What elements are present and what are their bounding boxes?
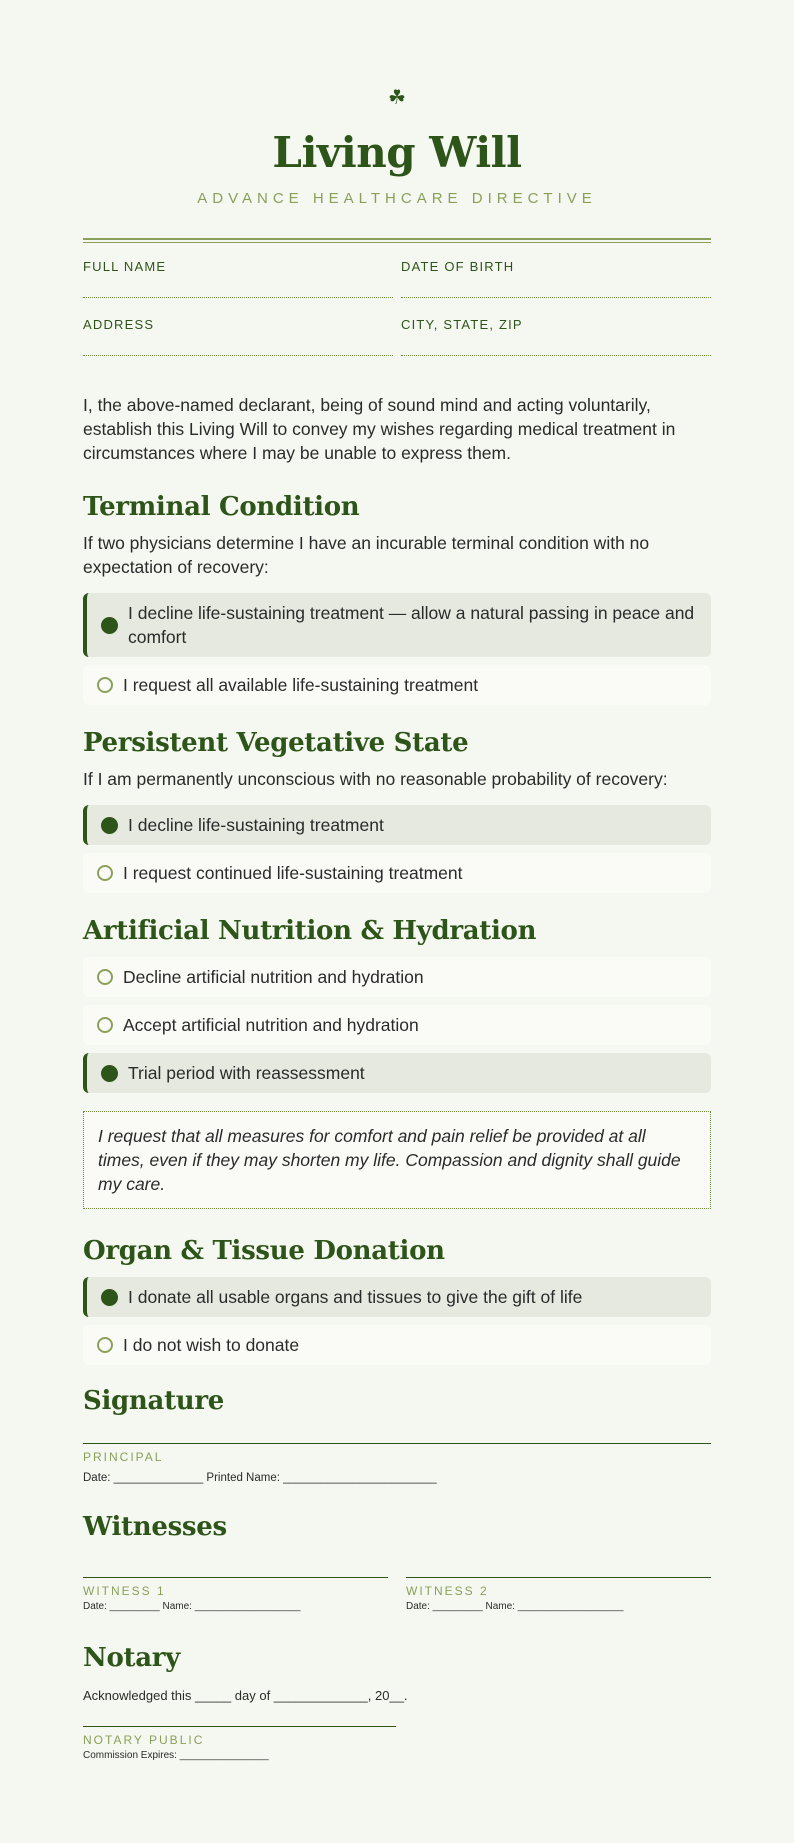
radio-unchecked-icon[interactable] xyxy=(97,865,113,881)
option-label: Accept artificial nutrition and hydration xyxy=(123,1015,419,1035)
option-decline-treatment[interactable] xyxy=(83,805,711,845)
option-request-continued-treatment[interactable] xyxy=(83,853,711,893)
section-description: If I am permanently unconscious with no reasonable probability of recovery: xyxy=(83,769,668,789)
option-decline-treatment[interactable] xyxy=(83,593,711,657)
date-of-birth-field[interactable] xyxy=(401,259,711,317)
document-subtitle: ADVANCE HEALTHCARE DIRECTIVE xyxy=(197,190,597,207)
section-organ-donation xyxy=(83,1235,711,1365)
option-label: I request all available life-sustaining treatment xyxy=(123,675,479,695)
terminal-options xyxy=(83,593,711,705)
radio-checked-icon[interactable] xyxy=(101,817,118,834)
section-terminal-condition xyxy=(83,491,711,705)
comfort-care-statement: I request that all measures for comfort and pain relief be provided at all times, even if they may shorten my life. Compassion and dignity shall guide my care. xyxy=(83,1111,711,1209)
declaration-intro: I, the above-named declarant, being of sound mind and acting voluntarily, establish this Living Will to convey my wishes regarding medical treatment in circumstances where I may be unable to express them. xyxy=(83,395,676,463)
section-vegetative-state xyxy=(83,727,711,893)
option-donate-organs[interactable] xyxy=(83,1277,711,1317)
option-decline-nutrition[interactable] xyxy=(83,957,711,997)
section-title: Terminal Condition xyxy=(83,492,360,522)
section-title: Artificial Nutrition & Hydration xyxy=(83,916,537,946)
full-name-field[interactable] xyxy=(83,259,393,317)
option-label: I request continued life-sustaining treatment xyxy=(123,863,463,883)
radio-checked-icon[interactable] xyxy=(101,1289,118,1306)
header-divider xyxy=(83,238,711,243)
full-name-input-line[interactable] xyxy=(83,297,393,298)
document-title: Living Will xyxy=(272,128,522,177)
section-title: Organ & Tissue Donation xyxy=(83,1236,445,1266)
signature-role: PRINCIPAL xyxy=(83,1450,164,1464)
radio-checked-icon[interactable] xyxy=(101,1065,118,1082)
field-label: DATE OF BIRTH xyxy=(401,259,515,274)
option-label: I do not wish to donate xyxy=(123,1335,300,1355)
section-title: Signature xyxy=(83,1386,225,1416)
witness-role: WITNESS 1 xyxy=(83,1584,166,1598)
address-input-line[interactable] xyxy=(83,355,393,356)
option-label: Decline artificial nutrition and hydration xyxy=(123,967,424,987)
field-label: FULL NAME xyxy=(83,259,167,274)
commission-expires: Commission Expires: ________________ xyxy=(83,1750,269,1761)
radio-unchecked-icon[interactable] xyxy=(97,969,113,985)
section-nutrition-hydration xyxy=(83,915,711,1209)
declarant-fields xyxy=(83,259,711,375)
notary-signature-block xyxy=(83,1726,396,1763)
notary-acknowledgment: Acknowledged this _____ day of _____________, 20__. xyxy=(83,1688,408,1703)
option-request-treatment[interactable] xyxy=(83,665,711,705)
witness-2-signature-line[interactable] xyxy=(406,1577,711,1578)
principal-signature-block xyxy=(83,1443,711,1485)
city-state-zip-field[interactable] xyxy=(401,317,711,375)
option-label: I decline life-sustaining treatment — allow a natural passing in peace and comfort xyxy=(128,603,695,647)
option-trial-period[interactable] xyxy=(83,1053,711,1093)
date-of-birth-input-line[interactable] xyxy=(401,297,711,298)
radio-unchecked-icon[interactable] xyxy=(97,1017,113,1033)
witness-2-block xyxy=(406,1577,711,1614)
field-label: ADDRESS xyxy=(83,317,155,332)
option-do-not-donate[interactable] xyxy=(83,1325,711,1365)
city-state-zip-input-line[interactable] xyxy=(401,355,711,356)
section-witnesses xyxy=(83,1511,711,1614)
vegetative-options xyxy=(83,805,711,893)
signature-date-name: Date: ______________ Printed Name: ________________________ xyxy=(83,1472,437,1484)
witness-1-block xyxy=(83,1577,388,1614)
radio-unchecked-icon[interactable] xyxy=(97,677,113,693)
organ-options xyxy=(83,1277,711,1365)
section-title: Witnesses xyxy=(83,1512,227,1542)
section-title: Notary xyxy=(83,1643,180,1673)
notary-role: NOTARY PUBLIC xyxy=(83,1733,205,1747)
witness-signature-blocks xyxy=(83,1577,711,1614)
shamrock-icon: ☘ xyxy=(388,87,406,109)
section-signature xyxy=(83,1385,711,1485)
principal-signature-line[interactable] xyxy=(83,1443,711,1444)
field-label: CITY, STATE, ZIP xyxy=(401,317,523,332)
notary-signature-line[interactable] xyxy=(83,1726,396,1727)
option-label: I donate all usable organs and tissues to give the gift of life xyxy=(128,1287,583,1307)
witness-date-name: Date: _________ Name: ___________________ xyxy=(83,1601,301,1612)
section-notary xyxy=(83,1642,711,1763)
option-label: I decline life-sustaining treatment xyxy=(128,815,384,835)
radio-unchecked-icon[interactable] xyxy=(97,1337,113,1353)
nutrition-options xyxy=(83,957,711,1093)
radio-checked-icon[interactable] xyxy=(101,617,118,634)
witness-role: WITNESS 2 xyxy=(406,1584,489,1598)
option-label: Trial period with reassessment xyxy=(128,1063,365,1083)
witness-1-signature-line[interactable] xyxy=(83,1577,388,1578)
document-header xyxy=(83,88,711,243)
section-title: Persistent Vegetative State xyxy=(83,728,469,758)
witness-date-name: Date: _________ Name: ___________________ xyxy=(406,1601,624,1612)
option-accept-nutrition[interactable] xyxy=(83,1005,711,1045)
address-field[interactable] xyxy=(83,317,393,375)
section-description: If two physicians determine I have an incurable terminal condition with no expectation of recovery: xyxy=(83,533,650,577)
